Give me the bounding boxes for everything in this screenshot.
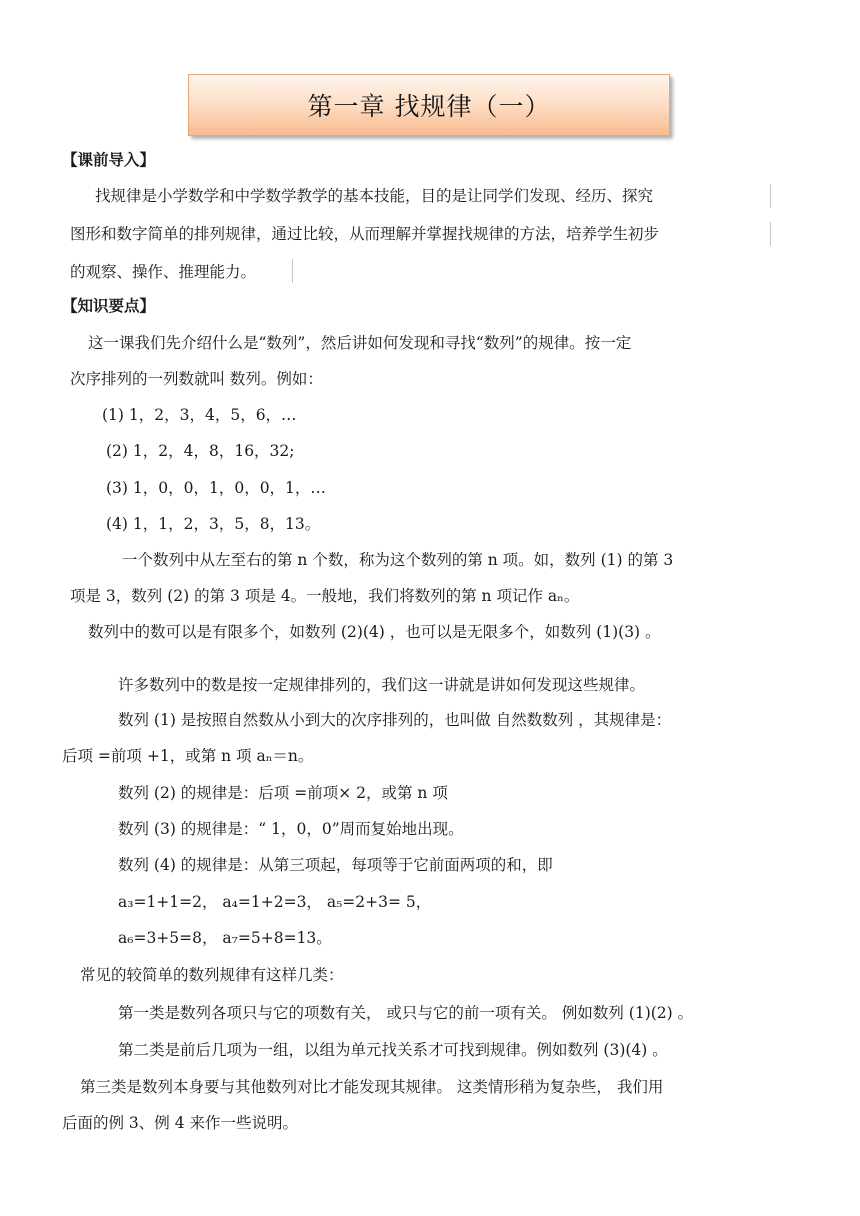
knowledge-line: 后项 =前项 +1，或第 n 项 aₙ＝n。 <box>62 747 314 765</box>
knowledge-line: 第一类是数列各项只与它的项数有关， 或只与它的前一项有关。 例如数列 (1)(2) 。 <box>118 1004 694 1022</box>
knowledge-line: 第三类是数列本身要与其他数列对比才能发现其规律。 这类情形稍为复杂些， 我们用 <box>80 1078 664 1096</box>
margin-mark <box>770 222 771 246</box>
knowledge-line: 数列 (1) 是按照自然数从小到大的次序排列的，也叫做 自然数数列 ，其规律是： <box>118 711 672 729</box>
sequence-example-2: (2) 1，2，4，8，16，32; <box>106 442 295 460</box>
formula-line-2: a₆=3+5=8， a₇=5+8=13。 <box>118 929 332 947</box>
sequence-example-3: (3) 1，0，0，1，0，0，1，… <box>106 479 326 497</box>
margin-mark <box>292 259 293 283</box>
knowledge-line: 这一课我们先介绍什么是“数列”，然后讲如何发现和寻找“数列”的规律。按一定 <box>88 334 632 352</box>
chapter-title: 第一章 找规律（一） <box>188 74 670 136</box>
formula-line-1: a₃=1+1=2， a₄=1+2=3， a₅=2+3= 5， <box>118 893 432 911</box>
knowledge-line: 项是 3，数列 (2) 的第 3 项是 4。一般地，我们将数列的第 n 项记作 aₙ。 <box>70 587 580 605</box>
knowledge-line: 数列 (3) 的规律是：“ 1，0，0”周而复始地出现。 <box>118 820 464 838</box>
knowledge-line: 常见的较简单的数列规律有这样几类： <box>80 966 344 984</box>
intro-line-1: 找规律是小学数学和中学数学教学的基本技能，目的是让同学们发现、经历、探究 <box>95 187 654 205</box>
section-heading-knowledge: 【知识要点】 <box>62 296 156 315</box>
margin-mark <box>770 184 771 208</box>
intro-line-3: 的观察、操作、推理能力。 <box>70 263 257 281</box>
sequence-example-1: (1) 1，2，3，4，5，6，… <box>102 406 297 424</box>
sequence-example-4: (4) 1，1，2，3，5，8，13。 <box>106 515 321 533</box>
knowledge-line: 数列中的数可以是有限多个，如数列 (2)(4) ，也可以是无限多个，如数列 (1)(3) 。 <box>88 623 661 641</box>
knowledge-line: 数列 (4) 的规律是：从第三项起，每项等于它前面两项的和，即 <box>118 856 553 874</box>
knowledge-line: 数列 (2) 的规律是：后项 =前项× 2，或第 n 项 <box>118 784 448 802</box>
knowledge-line: 许多数列中的数是按一定规律排列的，我们这一讲就是讲如何发现这些规律。 <box>118 676 646 694</box>
intro-line-2: 图形和数字简单的排列规律，通过比较，从而理解并掌握找规律的方法，培养学生初步 <box>70 225 660 243</box>
knowledge-line: 一个数列中从左至右的第 n 个数，称为这个数列的第 n 项。如，数列 (1) 的第 3 <box>122 551 674 569</box>
knowledge-line: 后面的例 3、例 4 来作一些说明。 <box>62 1114 299 1132</box>
knowledge-line: 次序排列的一列数就叫 数列。例如： <box>70 370 323 388</box>
section-heading-intro: 【课前导入】 <box>62 150 156 169</box>
knowledge-line: 第二类是前后几项为一组，以组为单元找关系才可找到规律。例如数列 (3)(4) 。 <box>118 1041 668 1059</box>
